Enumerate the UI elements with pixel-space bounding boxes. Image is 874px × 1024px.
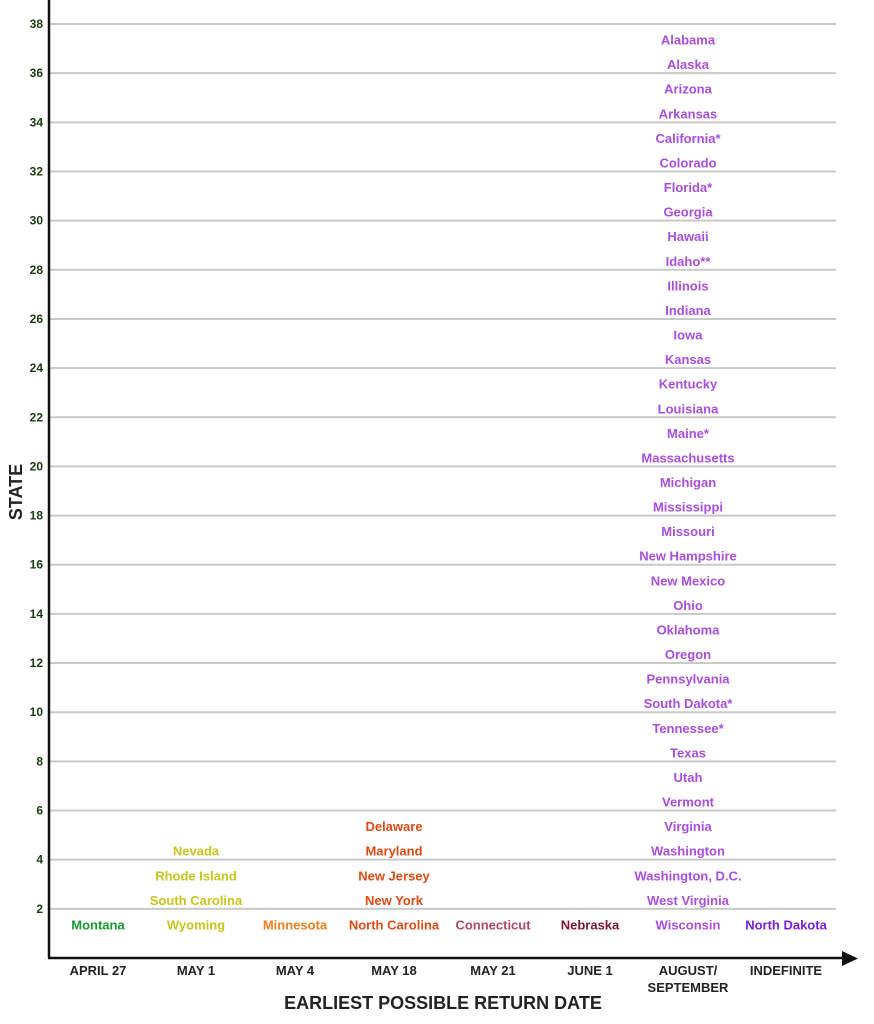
y-axis-ticks	[30, 17, 44, 916]
state-label: Washington	[651, 843, 725, 859]
state-label: Idaho**	[665, 253, 711, 269]
y-tick-label: 6	[36, 803, 43, 818]
state-label: Missouri	[661, 524, 715, 540]
y-axis-title: STATE	[5, 463, 26, 521]
state-label: Florida*	[663, 180, 713, 196]
x-category-label: MAY 18	[371, 963, 417, 978]
state-label: South Carolina	[149, 892, 243, 908]
state-label: South Dakota*	[643, 696, 733, 712]
state-label: Michigan	[659, 475, 717, 490]
state-label: North Dakota	[745, 917, 827, 933]
state-label: Georgia	[663, 204, 713, 220]
state-label: California*	[655, 130, 721, 146]
state-label: Kansas	[664, 352, 712, 368]
state-label: Utah	[673, 769, 703, 785]
x-category-label: APRIL 27	[69, 963, 127, 978]
y-tick-label: 26	[29, 311, 43, 326]
y-tick-label: 8	[36, 754, 43, 769]
state-label: Washington, D.C.	[634, 868, 742, 884]
state-label: Alaska	[667, 57, 709, 73]
y-tick-label: 24	[29, 361, 43, 376]
state-label: West Virginia	[647, 892, 729, 908]
x-category-label: AUGUST/	[658, 963, 718, 978]
x-category-label: MAY 1	[176, 963, 216, 978]
y-tick-label: 16	[29, 557, 43, 572]
y-tick-label: 22	[29, 410, 43, 425]
state-label: Massachusetts	[641, 450, 735, 466]
state-label: New Hampshire	[639, 548, 737, 564]
y-tick-label: 12	[29, 656, 43, 671]
x-category-label: MAY 4	[275, 963, 315, 978]
y-tick-label: 18	[29, 508, 43, 523]
state-label: Colorado	[659, 155, 717, 171]
state-label: Ohio	[673, 597, 703, 613]
state-label: Delaware	[365, 819, 423, 835]
state-labels	[71, 33, 827, 933]
state-label: Connecticut	[455, 917, 531, 933]
y-tick-label: 4	[36, 852, 43, 867]
state-label: Nebraska	[560, 917, 620, 933]
state-label: Maryland	[365, 843, 423, 859]
y-tick-label: 30	[29, 213, 43, 228]
state-label: Maine*	[667, 425, 709, 441]
state-label: Oregon	[664, 647, 712, 663]
state-label: Minnesota	[262, 917, 328, 933]
state-label: Virginia	[664, 819, 712, 835]
x-category-label: JUNE 1	[567, 963, 613, 978]
state-label: Vermont	[661, 794, 715, 810]
gridlines	[49, 24, 836, 909]
x-axis-arrow-icon	[842, 951, 858, 966]
y-tick-label: 38	[29, 17, 43, 31]
state-label: Pennsylvania	[646, 671, 730, 687]
state-label: Indiana	[665, 302, 711, 318]
state-label: Mississippi	[652, 499, 724, 515]
x-axis-title: EARLIEST POSSIBLE RETURN DATE	[284, 993, 602, 1013]
state-label: New Mexico	[650, 573, 726, 589]
state-label: Kentucky	[658, 376, 718, 392]
y-tick-label: 20	[29, 459, 43, 474]
state-label: North Carolina	[348, 917, 440, 933]
state-label: Arizona	[664, 81, 712, 97]
y-tick-label: 2	[36, 901, 43, 916]
y-tick-label: 28	[29, 262, 43, 277]
x-category-label: SEPTEMBER	[647, 980, 729, 995]
state-label: Wyoming	[166, 917, 226, 933]
state-label: Hawaii	[667, 229, 709, 245]
state-label: New York	[364, 892, 424, 908]
y-tick-label: 10	[29, 705, 43, 720]
state-label: Tennessee*	[652, 720, 724, 736]
state-label: Wisconsin	[655, 917, 721, 933]
state-label: Arkansas	[658, 106, 718, 122]
state-label: Rhode Island	[155, 868, 237, 884]
y-tick-label: 32	[29, 164, 43, 179]
state-label: Montana	[71, 917, 125, 933]
state-label: Louisiana	[657, 401, 719, 417]
state-label: Nevada	[172, 843, 220, 859]
state-label: Iowa	[673, 327, 703, 343]
x-category-label: MAY 21	[470, 963, 516, 978]
state-label: New Jersey	[358, 868, 430, 884]
y-tick-label: 36	[29, 66, 43, 81]
x-category-label: INDEFINITE	[749, 963, 823, 978]
state-label: Alabama	[660, 32, 716, 48]
state-label: Illinois	[667, 278, 709, 294]
x-axis-category-labels	[70, 963, 823, 995]
state-label: Texas	[670, 745, 706, 761]
y-tick-label: 14	[29, 606, 43, 621]
y-tick-label: 34	[29, 115, 43, 130]
state-label: Oklahoma	[656, 622, 720, 638]
